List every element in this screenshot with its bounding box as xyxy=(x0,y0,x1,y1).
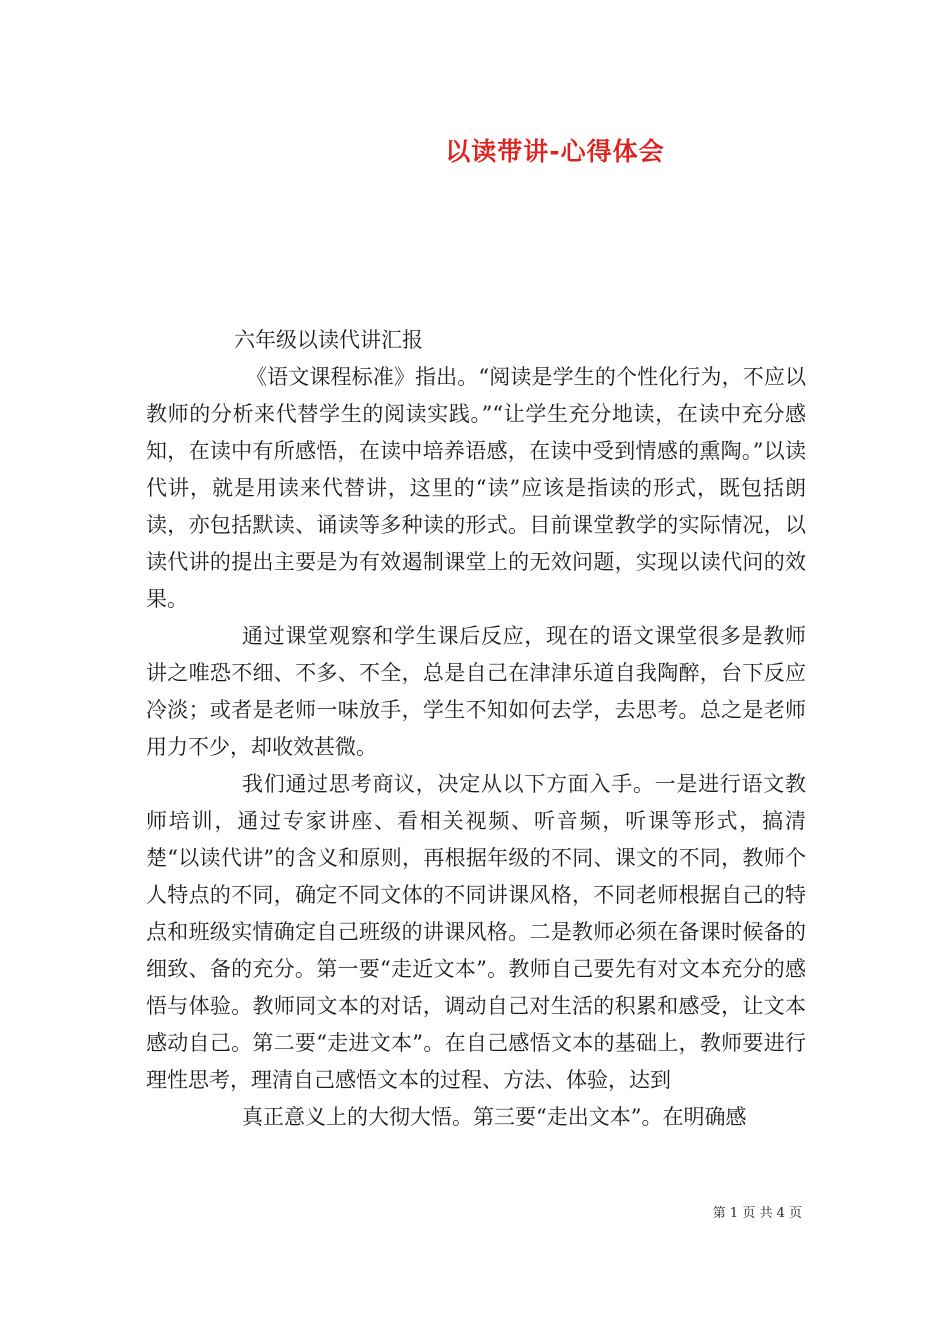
document-subtitle: 六年级以读代讲汇报 xyxy=(234,328,423,352)
page-number-footer: 第 1 页 共 4 页 xyxy=(712,1206,802,1221)
paragraph-4: 真正意义上的大彻大悟。第三要“走出文本”。在明确感 xyxy=(242,1105,747,1129)
paragraph-3: 我们通过思考商议，决定从以下方面入手。一是进行语文教师培训，通过专家讲座、看相关视频、听音频，听课等形式，搞清楚“以读代讲”的含义和原则，再根据年级的不同、课文的不同，教师个人特点的不同，确定不同文体的不同讲课风格，不同老师根据自己的特点和班级实情确定自己班级的讲课风格。二是教师必须在备课时候备的细致、备的充分。第一要“走近文本”。教师自己要先有对文本充分的感悟与体验。教师同文本的对话，调动自己对生活的积累和感受，让文本感动自己。第二要“走进文本”。在自己感悟文本的基础上，教师要进行理性思考，理清自己感悟文本的过程、方法、体验，达到 xyxy=(146,772,806,1092)
paragraph-1: 《语文课程标准》指出。“阅读是学生的个性化行为，不应以教师的分析来代替学生的阅读实践。”“让学生充分地读，在读中充分感知，在读中有所感悟，在读中培养语感，在读中受到情感的熏陶。”以读代讲，就是用读来代替讲，这里的“读”应该是指读的形式，既包括朗读，亦包括默读、诵读等多种读的形式。目前课堂教学的实际情况，以读代讲的提出主要是为有效遏制课堂上的无效问题，实现以读代问的效果。 xyxy=(146,365,806,611)
document-body xyxy=(146,322,806,1136)
document-title: 以读带讲-心得体会 xyxy=(445,137,665,166)
paragraph-2: 通过课堂观察和学生课后反应，现在的语文课堂很多是教师讲之唯恐不细、不多、不全，总是自己在津津乐道自我陶醉，台下反应冷淡；或者是老师一味放手，学生不知如何去学，去思考。总之是老师用力不少，却收效甚微。 xyxy=(146,624,806,759)
